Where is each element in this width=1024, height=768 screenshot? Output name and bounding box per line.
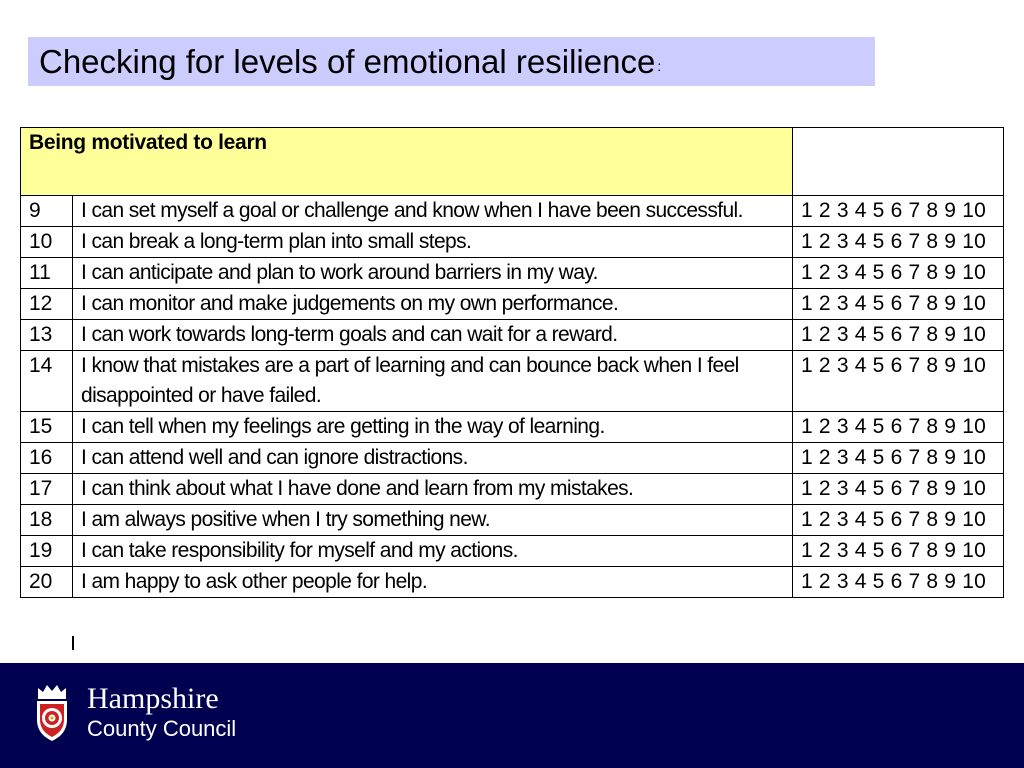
table-row (21, 289, 1004, 320)
item-statement: I can attend well and can ignore distractions. (73, 443, 793, 474)
item-statement: I am always positive when I try something new. (73, 505, 793, 536)
table-row (21, 505, 1004, 536)
item-number: 19 (21, 536, 73, 567)
item-number: 20 (21, 567, 73, 598)
item-statement: I can break a long-term plan into small steps. (73, 227, 793, 258)
item-statement: I can take responsibility for myself and my actions. (73, 536, 793, 567)
resilience-questionnaire-table (20, 127, 1004, 598)
rating-scale: 1 2 3 4 5 6 7 8 9 10 (793, 443, 1004, 474)
item-statement: I can monitor and make judgements on my own performance. (73, 289, 793, 320)
rating-scale: 1 2 3 4 5 6 7 8 9 10 (793, 289, 1004, 320)
table-row (21, 196, 1004, 227)
rating-scale: 1 2 3 4 5 6 7 8 9 10 (793, 258, 1004, 289)
footer-banner (0, 663, 1024, 768)
item-number: 15 (21, 412, 73, 443)
item-number: 12 (21, 289, 73, 320)
rating-header-empty (793, 128, 1004, 196)
item-number: 18 (21, 505, 73, 536)
item-statement: I am happy to ask other people for help. (73, 567, 793, 598)
rating-scale: 1 2 3 4 5 6 7 8 9 10 (793, 505, 1004, 536)
item-number: 14 (21, 351, 73, 412)
slide-title-colon: : (657, 58, 662, 74)
table-row (21, 227, 1004, 258)
slide-title: Checking for levels of emotional resilience (39, 42, 656, 80)
org-name-line1: Hampshire (87, 682, 219, 715)
rating-scale: 1 2 3 4 5 6 7 8 9 10 (793, 474, 1004, 505)
table-row (21, 474, 1004, 505)
rating-scale: 1 2 3 4 5 6 7 8 9 10 (793, 320, 1004, 351)
rating-scale: 1 2 3 4 5 6 7 8 9 10 (793, 351, 1004, 412)
item-statement: I can work towards long-term goals and can wait for a reward. (73, 320, 793, 351)
table-row (21, 412, 1004, 443)
org-name-line2: County Council (87, 716, 237, 741)
rating-scale: 1 2 3 4 5 6 7 8 9 10 (793, 567, 1004, 598)
section-header: Being motivated to learn (21, 128, 793, 196)
table-row (21, 536, 1004, 567)
item-statement: I can think about what I have done and learn from my mistakes. (73, 474, 793, 505)
item-number: 16 (21, 443, 73, 474)
table-header-row (21, 128, 1004, 196)
table-row (21, 351, 1004, 412)
rating-scale: 1 2 3 4 5 6 7 8 9 10 (793, 227, 1004, 258)
rating-scale: 1 2 3 4 5 6 7 8 9 10 (793, 196, 1004, 227)
item-statement: I know that mistakes are a part of learning and can bounce back when I feel disappointed or have failed. (73, 351, 793, 412)
table-row (21, 320, 1004, 351)
rating-scale: 1 2 3 4 5 6 7 8 9 10 (793, 536, 1004, 567)
table-row (21, 567, 1004, 598)
slide-title-bar (28, 37, 875, 86)
rating-scale: 1 2 3 4 5 6 7 8 9 10 (793, 412, 1004, 443)
item-number: 17 (21, 474, 73, 505)
hampshire-crest-icon (32, 682, 72, 744)
table-row (21, 443, 1004, 474)
item-statement: I can tell when my feelings are getting in the way of learning. (73, 412, 793, 443)
text-cursor-mark (72, 636, 74, 650)
item-statement: I can set myself a goal or challenge and know when I have been successful. (73, 196, 793, 227)
item-number: 10 (21, 227, 73, 258)
item-number: 13 (21, 320, 73, 351)
org-logo (32, 682, 236, 744)
item-statement: I can anticipate and plan to work around barriers in my way. (73, 258, 793, 289)
table-row (21, 258, 1004, 289)
item-number: 11 (21, 258, 73, 289)
item-number: 9 (21, 196, 73, 227)
